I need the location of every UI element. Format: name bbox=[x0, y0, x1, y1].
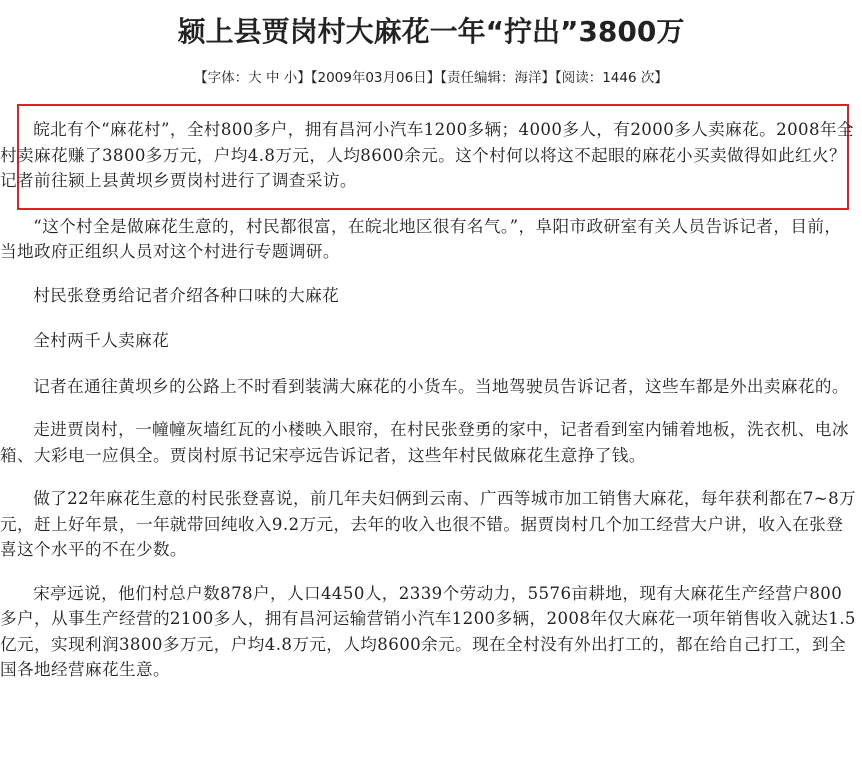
font-size-label: 【字体： bbox=[194, 70, 249, 86]
paragraph: 宋亭远说，他们村总户数878户，人口4450人，2339个劳动力，5576亩耕地，现有大麻花生产经营户800多户，从事生产经营的2100多人，拥有昌河运输营销小汽车1200多辆，2008年仅大麻花一项年销售收入就达1.5亿元，实现利润3800多万元，户均4.8万元，人均8600余元。现在全村没有外出打工的，都在给自己打工，到全国各地经营麻花生意。 bbox=[0, 583, 856, 679]
font-size-close: 】 bbox=[297, 70, 311, 86]
section-heading: 全村两千人卖麻花 bbox=[33, 331, 170, 350]
publish-date: 【2009年03月06日】 bbox=[310, 70, 441, 86]
article-meta bbox=[0, 68, 862, 88]
font-size-small-link[interactable]: 小 bbox=[283, 70, 298, 86]
font-size-medium-link[interactable]: 中 bbox=[265, 70, 280, 86]
font-size-options bbox=[248, 70, 297, 86]
photo-caption: 村民张登勇给记者介绍各种口味的大麻花 bbox=[33, 285, 340, 305]
view-count: 【阅读：1446 次】 bbox=[554, 70, 668, 86]
paragraph: 做了22年麻花生意的村民张登喜说，前几年夫妇俩到云南、广西等城市加工销售大麻花，每年获利都在7~8万元，赶上好年景，一年就带回纯收入9.2万元，去年的收入也很不错。据贾岗村几个加工经营大户讲，收入在张登喜这个水平的不在少数。 bbox=[0, 489, 857, 559]
article-title: 颍上县贾岗村大麻花一年“拧出”3800万 bbox=[177, 15, 685, 48]
paragraph: 记者在通往黄坝乡的公路上不时看到装满大麻花的小货车。当地驾驶员告诉记者，这些车都是外出卖麻花的。 bbox=[33, 376, 849, 396]
font-size-large-link[interactable]: 大 bbox=[248, 70, 262, 86]
article-body bbox=[0, 117, 858, 701]
paragraph: 走进贾岗村，一幢幢灰墙红瓦的小楼映入眼帘，在村民张登勇的家中，记者看到室内铺着地板，洗衣机、电冰箱、大彩电一应俱全。贾岗村原书记宋亭远告诉记者，这些年村民做麻花生意挣了钱。 bbox=[0, 420, 849, 465]
paragraph-intro: 皖北有个“麻花村”，全村800多户，拥有昌河小汽车1200多辆；4000多人，有2000多人卖麻花。2008年全村卖麻花赚了3800多万元，户均4.8万元，人均8600余元。这个村何以将这不起眼的麻花小买卖做得如此红火？记者前往颍上县黄坝乡贾岗村进行了调查采访。 bbox=[0, 120, 854, 190]
paragraph: “这个村全是做麻花生意的，村民都很富，在皖北地区很有名气。”，阜阳市政研室有关人员告诉记者，目前，当地政府正组织人员对这个村进行专题调研。 bbox=[0, 216, 842, 261]
editor-info: 【责任编辑：海洋】 bbox=[440, 70, 555, 86]
